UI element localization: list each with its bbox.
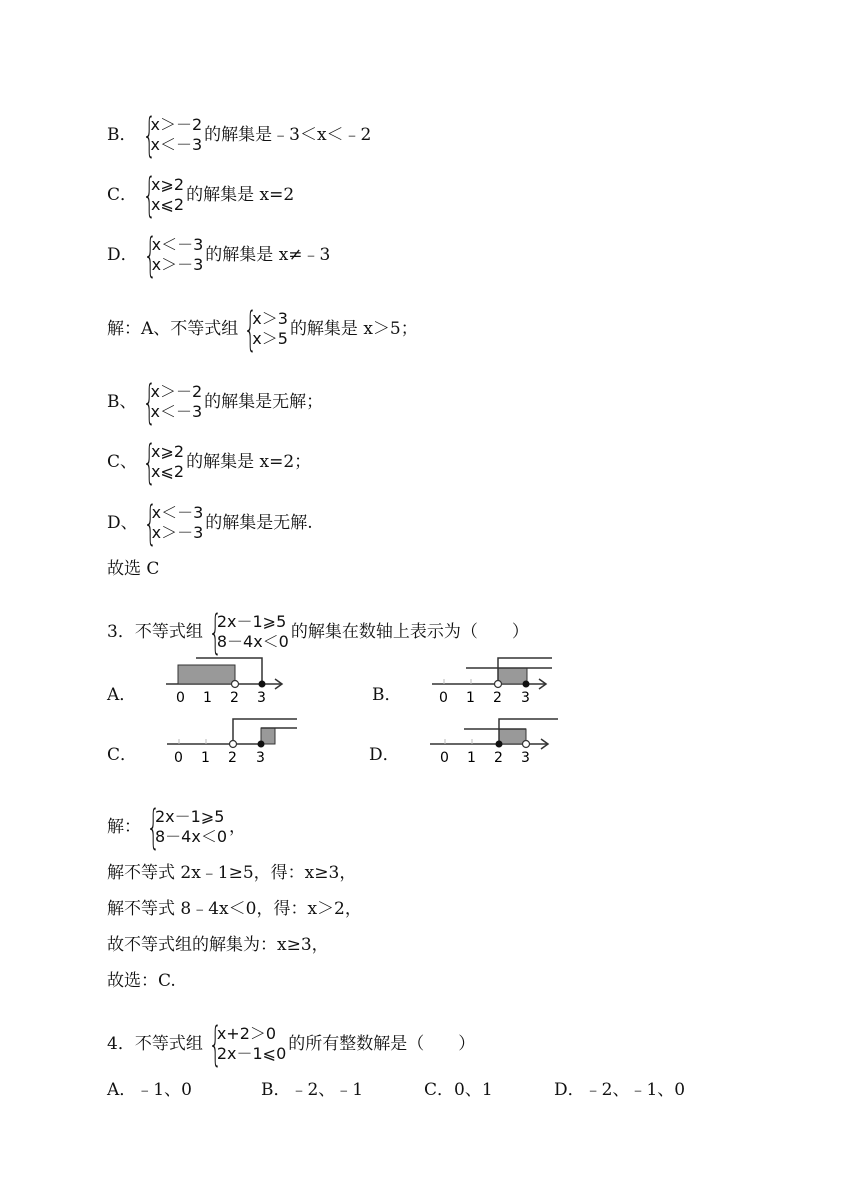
- solution-step: 解不等式 8﹣4x＜0，得：x＞2，: [107, 899, 362, 919]
- brace-glyph: {: [142, 435, 156, 489]
- tick-label: 3: [256, 750, 265, 766]
- shaded-region: [499, 729, 526, 744]
- tick-label: 3: [520, 690, 530, 706]
- answer-text: 故选 C: [107, 559, 160, 579]
- option-label: D．: [107, 245, 138, 265]
- system-row: 8－4x＜0: [155, 827, 228, 846]
- tick-label: 1: [201, 750, 210, 766]
- inequality-system: [206, 605, 289, 659]
- question-suffix: 的所有整数解是（ ）: [288, 1034, 476, 1054]
- system-row: x＜－3: [150, 135, 203, 154]
- brace-glyph: {: [142, 108, 156, 162]
- solid-point: [258, 741, 265, 748]
- open-point: [522, 741, 529, 748]
- number-line-b: [402, 656, 552, 706]
- option-label: B．: [107, 125, 137, 145]
- system-row: 2x－1⩾5: [216, 612, 287, 631]
- solution-text: 的解集是 x＞5；: [289, 319, 418, 339]
- inequality-system: [140, 168, 185, 222]
- system-row: x＜－3: [150, 402, 203, 421]
- solution-c: [107, 435, 312, 489]
- solution-step: 故不等式组的解集为：x≥3，: [107, 935, 329, 955]
- number-line-a: [136, 656, 286, 706]
- shaded-region: [178, 665, 235, 684]
- open-point: [230, 741, 237, 748]
- solution-a: [107, 302, 418, 356]
- system-row: 2x－1⩾5: [155, 807, 225, 826]
- solution-step: 解不等式 2x﹣1≥5，得：x≥3，: [107, 863, 357, 883]
- tick-label: 2: [228, 750, 237, 766]
- tick-label: 3: [520, 750, 530, 766]
- q4-option-c: C．0、1: [424, 1080, 493, 1100]
- number-line-d: [400, 716, 560, 766]
- question-prefix: 4．不等式组: [107, 1034, 203, 1054]
- q3-option-a: [107, 656, 286, 706]
- solid-point: [495, 741, 502, 748]
- brace-glyph: {: [208, 605, 222, 659]
- option-label: C．: [107, 185, 138, 205]
- system-row: x＜－3: [151, 503, 204, 522]
- option-label: C．: [107, 744, 138, 765]
- tick-label: 0: [438, 690, 448, 706]
- prev-option-d: [107, 228, 331, 282]
- comma: ，: [229, 817, 247, 837]
- number-line-c: [137, 716, 297, 766]
- solution-label: 解：: [107, 817, 141, 837]
- system-row: 8－4x＜0: [216, 632, 289, 651]
- system-row: x＞－2: [150, 115, 203, 134]
- inequality-system: [140, 108, 203, 162]
- prev-option-b: [107, 108, 372, 162]
- tick-label: 2: [492, 690, 502, 706]
- inequality-system: [206, 1017, 287, 1071]
- solution-text: 的解集是无解；: [204, 392, 324, 412]
- q4-option-b: B．﹣2、﹣1: [261, 1080, 364, 1100]
- brace-glyph: {: [143, 496, 157, 550]
- open-point: [232, 681, 239, 688]
- prev-option-c: [107, 168, 295, 222]
- solution-label: B、: [107, 392, 137, 412]
- option-label: B．: [372, 684, 402, 705]
- tick-label: 0: [176, 690, 186, 706]
- option-text: 的解集是 x=2: [186, 185, 295, 205]
- system-row: x+2＞0: [216, 1024, 277, 1043]
- tick-label: 2: [493, 750, 503, 766]
- q4-option-a: A．﹣1、0: [107, 1080, 192, 1100]
- brace-glyph: {: [146, 800, 160, 854]
- system-row: x＞5: [252, 329, 288, 348]
- option-text: 的解集是﹣3＜x＜﹣2: [204, 125, 372, 145]
- solid-point: [259, 681, 266, 688]
- inequality-system: [140, 435, 185, 489]
- inequality-system: [241, 302, 288, 356]
- system-row: x⩽2: [151, 195, 185, 214]
- system-row: x＞－3: [151, 523, 204, 542]
- brace-glyph: {: [244, 302, 258, 356]
- solution-label: D、: [107, 513, 138, 533]
- inequality-system: [141, 496, 204, 550]
- tick-label: 0: [174, 750, 183, 766]
- solution-step: 故选：C.: [107, 971, 176, 991]
- system-row: x⩾2: [151, 442, 185, 461]
- solution-text: 的解集是无解.: [205, 513, 313, 533]
- system-row: x＞－3: [151, 255, 204, 274]
- open-point: [494, 681, 501, 688]
- question-3: [107, 605, 529, 659]
- tick-label: 2: [230, 690, 240, 706]
- q3-option-c: [107, 716, 297, 766]
- tick-label: 0: [439, 750, 449, 766]
- tick-label: 1: [203, 690, 213, 706]
- inequality-system: [141, 228, 204, 282]
- solution-text: 的解集是 x=2；: [186, 452, 312, 472]
- system-row: x⩽2: [151, 462, 185, 481]
- q4-option-d: D．﹣2、﹣1、0: [554, 1080, 686, 1100]
- tick-label: 1: [465, 690, 475, 706]
- system-row: 2x－1⩽0: [216, 1044, 287, 1063]
- answer-line: [107, 558, 159, 580]
- q3-option-b: [372, 656, 552, 706]
- shaded-region: [498, 668, 527, 684]
- option-label: D．: [369, 744, 400, 765]
- system-row: x＞3: [252, 309, 288, 328]
- tick-label: 3: [257, 690, 267, 706]
- solution-label: 解：A、不等式组: [107, 319, 239, 339]
- solution-label: C、: [107, 452, 138, 472]
- inequality-system: [144, 800, 228, 854]
- q3-solution-system: [107, 800, 247, 854]
- question-prefix: 3．不等式组: [107, 622, 203, 642]
- option-text: 的解集是 x≠﹣3: [205, 245, 331, 265]
- brace-glyph: {: [208, 1017, 222, 1071]
- brace-glyph: {: [142, 375, 156, 429]
- brace-glyph: {: [143, 228, 157, 282]
- solid-point: [522, 681, 529, 688]
- system-row: x＞－2: [150, 382, 203, 401]
- brace-glyph: {: [142, 168, 156, 222]
- inequality-system: [140, 375, 203, 429]
- solution-d: [107, 496, 313, 550]
- option-label: A．: [107, 684, 137, 705]
- system-row: x＜－3: [151, 235, 204, 254]
- question-suffix: 的解集在数轴上表示为（ ）: [290, 622, 529, 642]
- solution-b: [107, 375, 324, 429]
- tick-label: 1: [466, 750, 476, 766]
- q3-option-d: [369, 716, 560, 766]
- system-row: x⩾2: [151, 175, 185, 194]
- question-4: [107, 1017, 476, 1071]
